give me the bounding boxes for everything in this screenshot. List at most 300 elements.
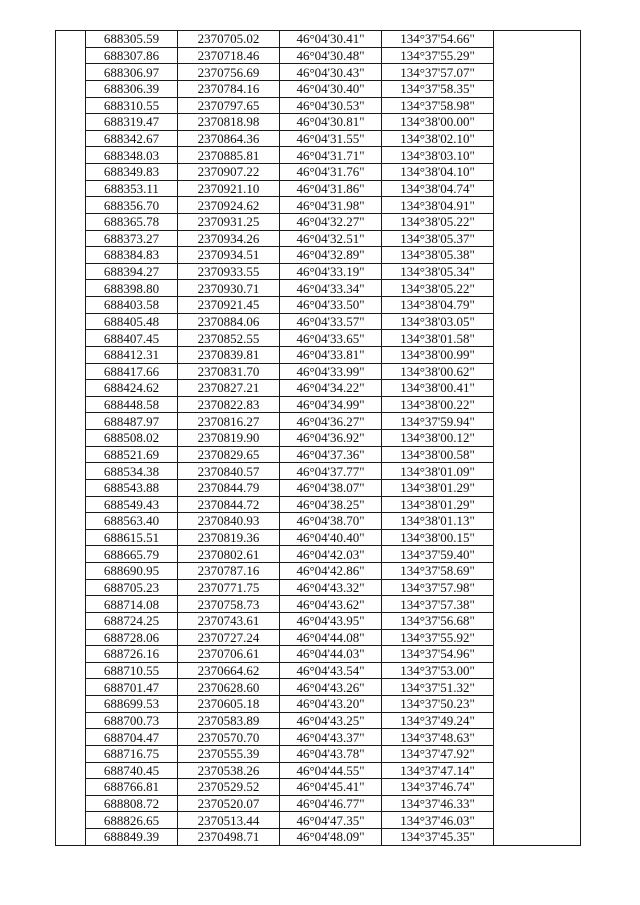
table-row [56,147,581,164]
blank-left-cell [56,313,86,330]
blank-right-cell [494,662,581,679]
longitude-cell: 134°38'00.22" [382,396,494,413]
longitude-cell: 134°37'57.38" [382,596,494,613]
blank-left-cell [56,829,86,846]
blank-left-cell [56,130,86,147]
latitude-cell: 46°04'45.41" [280,779,382,796]
blank-right-cell [494,629,581,646]
table-row [56,164,581,181]
y-coordinate-cell: 2370852.55 [178,330,280,347]
blank-left-cell [56,762,86,779]
table-row [56,180,581,197]
x-coordinate-cell: 688543.88 [86,479,178,496]
blank-right-cell [494,396,581,413]
latitude-cell: 46°04'33.50" [280,297,382,314]
y-coordinate-cell: 2370934.26 [178,230,280,247]
table-row [56,712,581,729]
x-coordinate-cell: 688716.75 [86,745,178,762]
x-coordinate-cell: 688353.11 [86,180,178,197]
longitude-cell: 134°38'00.15" [382,529,494,546]
table-row [56,47,581,64]
longitude-cell: 134°37'46.03" [382,812,494,829]
blank-left-cell [56,380,86,397]
table-row [56,629,581,646]
table-row [56,380,581,397]
blank-right-cell [494,213,581,230]
latitude-cell: 46°04'43.78" [280,745,382,762]
blank-left-cell [56,513,86,530]
table-row [56,313,581,330]
blank-right-cell [494,696,581,713]
y-coordinate-cell: 2370818.98 [178,114,280,131]
y-coordinate-cell: 2370816.27 [178,413,280,430]
table-row [56,97,581,114]
latitude-cell: 46°04'36.92" [280,430,382,447]
longitude-cell: 134°38'00.62" [382,363,494,380]
table-row [56,479,581,496]
blank-right-cell [494,297,581,314]
blank-right-cell [494,80,581,97]
blank-left-cell [56,47,86,64]
x-coordinate-cell: 688615.51 [86,529,178,546]
x-coordinate-cell: 688305.59 [86,31,178,48]
table-row [56,263,581,280]
longitude-cell: 134°37'59.94" [382,413,494,430]
latitude-cell: 46°04'32.89" [280,247,382,264]
blank-right-cell [494,197,581,214]
y-coordinate-cell: 2370529.52 [178,779,280,796]
y-coordinate-cell: 2370907.22 [178,164,280,181]
y-coordinate-cell: 2370583.89 [178,712,280,729]
y-coordinate-cell: 2370864.36 [178,130,280,147]
longitude-cell: 134°38'00.99" [382,346,494,363]
table-row [56,762,581,779]
latitude-cell: 46°04'44.55" [280,762,382,779]
longitude-cell: 134°37'58.69" [382,563,494,580]
table-row [56,579,581,596]
table-row [56,280,581,297]
longitude-cell: 134°37'53.00" [382,662,494,679]
latitude-cell: 46°04'31.55" [280,130,382,147]
longitude-cell: 134°37'45.35" [382,829,494,846]
x-coordinate-cell: 688728.06 [86,629,178,646]
blank-right-cell [494,479,581,496]
blank-right-cell [494,280,581,297]
y-coordinate-cell: 2370831.70 [178,363,280,380]
latitude-cell: 46°04'37.77" [280,463,382,480]
latitude-cell: 46°04'47.35" [280,812,382,829]
latitude-cell: 46°04'31.86" [280,180,382,197]
x-coordinate-cell: 688704.47 [86,729,178,746]
y-coordinate-cell: 2370727.24 [178,629,280,646]
longitude-cell: 134°37'54.96" [382,646,494,663]
x-coordinate-cell: 688306.97 [86,64,178,81]
blank-left-cell [56,230,86,247]
y-coordinate-cell: 2370844.79 [178,479,280,496]
x-coordinate-cell: 688766.81 [86,779,178,796]
blank-left-cell [56,446,86,463]
longitude-cell: 134°38'03.05" [382,313,494,330]
table-row [56,446,581,463]
y-coordinate-cell: 2370839.81 [178,346,280,363]
x-coordinate-cell: 688342.67 [86,130,178,147]
blank-right-cell [494,795,581,812]
table-row [56,463,581,480]
blank-right-cell [494,712,581,729]
y-coordinate-cell: 2370706.61 [178,646,280,663]
blank-right-cell [494,230,581,247]
y-coordinate-cell: 2370513.44 [178,812,280,829]
longitude-cell: 134°38'05.38" [382,247,494,264]
blank-left-cell [56,646,86,663]
blank-right-cell [494,180,581,197]
table-row [56,729,581,746]
blank-left-cell [56,114,86,131]
x-coordinate-cell: 688699.53 [86,696,178,713]
x-coordinate-cell: 688521.69 [86,446,178,463]
latitude-cell: 46°04'34.99" [280,396,382,413]
x-coordinate-cell: 688740.45 [86,762,178,779]
table-row [56,197,581,214]
x-coordinate-cell: 688726.16 [86,646,178,663]
blank-left-cell [56,97,86,114]
longitude-cell: 134°37'55.92" [382,629,494,646]
longitude-cell: 134°37'50.23" [382,696,494,713]
blank-left-cell [56,629,86,646]
x-coordinate-cell: 688373.27 [86,230,178,247]
latitude-cell: 46°04'44.08" [280,629,382,646]
longitude-cell: 134°37'59.40" [382,546,494,563]
latitude-cell: 46°04'43.62" [280,596,382,613]
blank-left-cell [56,696,86,713]
table-row [56,546,581,563]
x-coordinate-cell: 688690.95 [86,563,178,580]
longitude-cell: 134°38'04.10" [382,164,494,181]
x-coordinate-cell: 688365.78 [86,213,178,230]
blank-left-cell [56,596,86,613]
blank-right-cell [494,745,581,762]
blank-left-cell [56,563,86,580]
latitude-cell: 46°04'42.86" [280,563,382,580]
blank-left-cell [56,496,86,513]
blank-left-cell [56,795,86,812]
blank-left-cell [56,812,86,829]
latitude-cell: 46°04'31.76" [280,164,382,181]
y-coordinate-cell: 2370784.16 [178,80,280,97]
x-coordinate-cell: 688724.25 [86,612,178,629]
y-coordinate-cell: 2370829.65 [178,446,280,463]
longitude-cell: 134°38'05.22" [382,280,494,297]
blank-left-cell [56,612,86,629]
longitude-cell: 134°38'00.12" [382,430,494,447]
blank-right-cell [494,496,581,513]
longitude-cell: 134°37'46.33" [382,795,494,812]
table-row [56,80,581,97]
longitude-cell: 134°38'01.09" [382,463,494,480]
blank-left-cell [56,745,86,762]
y-coordinate-cell: 2370819.90 [178,430,280,447]
blank-right-cell [494,729,581,746]
latitude-cell: 46°04'43.25" [280,712,382,729]
longitude-cell: 134°38'04.79" [382,297,494,314]
longitude-cell: 134°37'47.14" [382,762,494,779]
latitude-cell: 46°04'38.07" [280,479,382,496]
coordinates-table-body [56,31,581,846]
blank-left-cell [56,662,86,679]
blank-right-cell [494,97,581,114]
latitude-cell: 46°04'30.53" [280,97,382,114]
x-coordinate-cell: 688714.08 [86,596,178,613]
table-row [56,779,581,796]
latitude-cell: 46°04'33.99" [280,363,382,380]
latitude-cell: 46°04'30.48" [280,47,382,64]
x-coordinate-cell: 688849.39 [86,829,178,846]
longitude-cell: 134°38'01.29" [382,496,494,513]
x-coordinate-cell: 688700.73 [86,712,178,729]
blank-left-cell [56,213,86,230]
latitude-cell: 46°04'30.43" [280,64,382,81]
y-coordinate-cell: 2370758.73 [178,596,280,613]
y-coordinate-cell: 2370933.55 [178,263,280,280]
blank-right-cell [494,529,581,546]
x-coordinate-cell: 688534.38 [86,463,178,480]
x-coordinate-cell: 688407.45 [86,330,178,347]
blank-right-cell [494,114,581,131]
table-row [56,679,581,696]
blank-left-cell [56,712,86,729]
y-coordinate-cell: 2370756.69 [178,64,280,81]
y-coordinate-cell: 2370840.57 [178,463,280,480]
blank-right-cell [494,413,581,430]
longitude-cell: 134°37'48.63" [382,729,494,746]
y-coordinate-cell: 2370822.83 [178,396,280,413]
table-row [56,230,581,247]
blank-left-cell [56,197,86,214]
latitude-cell: 46°04'33.57" [280,313,382,330]
latitude-cell: 46°04'30.81" [280,114,382,131]
coordinates-table [55,30,581,846]
blank-left-cell [56,263,86,280]
x-coordinate-cell: 688310.55 [86,97,178,114]
blank-right-cell [494,430,581,447]
y-coordinate-cell: 2370885.81 [178,147,280,164]
x-coordinate-cell: 688705.23 [86,579,178,596]
longitude-cell: 134°37'46.74" [382,779,494,796]
x-coordinate-cell: 688398.80 [86,280,178,297]
x-coordinate-cell: 688319.47 [86,114,178,131]
table-row [56,496,581,513]
table-row [56,745,581,762]
longitude-cell: 134°37'56.68" [382,612,494,629]
latitude-cell: 46°04'43.37" [280,729,382,746]
longitude-cell: 134°37'58.35" [382,80,494,97]
x-coordinate-cell: 688405.48 [86,313,178,330]
latitude-cell: 46°04'30.41" [280,31,382,48]
table-row [56,247,581,264]
longitude-cell: 134°37'57.07" [382,64,494,81]
y-coordinate-cell: 2370498.71 [178,829,280,846]
x-coordinate-cell: 688412.31 [86,346,178,363]
y-coordinate-cell: 2370802.61 [178,546,280,563]
latitude-cell: 46°04'31.98" [280,197,382,214]
y-coordinate-cell: 2370705.02 [178,31,280,48]
x-coordinate-cell: 688394.27 [86,263,178,280]
y-coordinate-cell: 2370538.26 [178,762,280,779]
y-coordinate-cell: 2370664.62 [178,662,280,679]
blank-left-cell [56,729,86,746]
blank-right-cell [494,829,581,846]
table-row [56,812,581,829]
x-coordinate-cell: 688424.62 [86,380,178,397]
blank-left-cell [56,64,86,81]
blank-right-cell [494,546,581,563]
latitude-cell: 46°04'43.20" [280,696,382,713]
table-row [56,413,581,430]
x-coordinate-cell: 688448.58 [86,396,178,413]
latitude-cell: 46°04'33.34" [280,280,382,297]
blank-right-cell [494,446,581,463]
longitude-cell: 134°38'04.91" [382,197,494,214]
longitude-cell: 134°38'01.29" [382,479,494,496]
longitude-cell: 134°38'01.58" [382,330,494,347]
longitude-cell: 134°38'00.00" [382,114,494,131]
table-row [56,829,581,846]
longitude-cell: 134°37'57.98" [382,579,494,596]
y-coordinate-cell: 2370921.10 [178,180,280,197]
blank-right-cell [494,646,581,663]
y-coordinate-cell: 2370520.07 [178,795,280,812]
table-row [56,795,581,812]
latitude-cell: 46°04'43.54" [280,662,382,679]
table-row [56,130,581,147]
longitude-cell: 134°37'54.66" [382,31,494,48]
blank-left-cell [56,413,86,430]
blank-left-cell [56,164,86,181]
latitude-cell: 46°04'32.27" [280,213,382,230]
blank-right-cell [494,263,581,280]
longitude-cell: 134°37'47.92" [382,745,494,762]
blank-right-cell [494,612,581,629]
blank-right-cell [494,313,581,330]
y-coordinate-cell: 2370787.16 [178,563,280,580]
y-coordinate-cell: 2370555.39 [178,745,280,762]
table-row [56,396,581,413]
y-coordinate-cell: 2370934.51 [178,247,280,264]
table-row [56,330,581,347]
table-row [56,513,581,530]
blank-right-cell [494,47,581,64]
blank-left-cell [56,463,86,480]
blank-right-cell [494,563,581,580]
y-coordinate-cell: 2370921.45 [178,297,280,314]
y-coordinate-cell: 2370924.62 [178,197,280,214]
table-row [56,297,581,314]
blank-left-cell [56,180,86,197]
blank-left-cell [56,31,86,48]
blank-left-cell [56,247,86,264]
latitude-cell: 46°04'40.40" [280,529,382,546]
blank-right-cell [494,64,581,81]
y-coordinate-cell: 2370718.46 [178,47,280,64]
latitude-cell: 46°04'38.70" [280,513,382,530]
longitude-cell: 134°38'01.13" [382,513,494,530]
blank-right-cell [494,330,581,347]
table-row [56,430,581,447]
blank-left-cell [56,363,86,380]
x-coordinate-cell: 688665.79 [86,546,178,563]
x-coordinate-cell: 688487.97 [86,413,178,430]
x-coordinate-cell: 688826.65 [86,812,178,829]
blank-right-cell [494,812,581,829]
table-row [56,563,581,580]
blank-right-cell [494,31,581,48]
blank-right-cell [494,596,581,613]
table-row [56,612,581,629]
y-coordinate-cell: 2370840.93 [178,513,280,530]
x-coordinate-cell: 688563.40 [86,513,178,530]
x-coordinate-cell: 688417.66 [86,363,178,380]
blank-left-cell [56,679,86,696]
blank-right-cell [494,380,581,397]
blank-right-cell [494,247,581,264]
blank-right-cell [494,579,581,596]
blank-right-cell [494,164,581,181]
y-coordinate-cell: 2370884.06 [178,313,280,330]
longitude-cell: 134°37'51.32" [382,679,494,696]
x-coordinate-cell: 688384.83 [86,247,178,264]
blank-right-cell [494,147,581,164]
table-row [56,31,581,48]
blank-left-cell [56,546,86,563]
latitude-cell: 46°04'46.77" [280,795,382,812]
latitude-cell: 46°04'33.19" [280,263,382,280]
x-coordinate-cell: 688701.47 [86,679,178,696]
x-coordinate-cell: 688808.72 [86,795,178,812]
latitude-cell: 46°04'42.03" [280,546,382,563]
latitude-cell: 46°04'38.25" [280,496,382,513]
table-row [56,213,581,230]
y-coordinate-cell: 2370930.71 [178,280,280,297]
latitude-cell: 46°04'43.32" [280,579,382,596]
table-row [56,114,581,131]
blank-right-cell [494,463,581,480]
y-coordinate-cell: 2370628.60 [178,679,280,696]
blank-left-cell [56,479,86,496]
latitude-cell: 46°04'32.51" [280,230,382,247]
table-row [56,596,581,613]
longitude-cell: 134°38'05.34" [382,263,494,280]
longitude-cell: 134°38'00.41" [382,380,494,397]
latitude-cell: 46°04'33.81" [280,346,382,363]
blank-left-cell [56,297,86,314]
latitude-cell: 46°04'31.71" [280,147,382,164]
blank-left-cell [56,430,86,447]
latitude-cell: 46°04'33.65" [280,330,382,347]
longitude-cell: 134°37'49.24" [382,712,494,729]
x-coordinate-cell: 688348.03 [86,147,178,164]
table-row [56,646,581,663]
y-coordinate-cell: 2370827.21 [178,380,280,397]
blank-right-cell [494,363,581,380]
x-coordinate-cell: 688349.83 [86,164,178,181]
longitude-cell: 134°38'02.10" [382,130,494,147]
x-coordinate-cell: 688710.55 [86,662,178,679]
table-row [56,363,581,380]
table-row [56,529,581,546]
blank-left-cell [56,346,86,363]
table-row [56,64,581,81]
latitude-cell: 46°04'43.26" [280,679,382,696]
